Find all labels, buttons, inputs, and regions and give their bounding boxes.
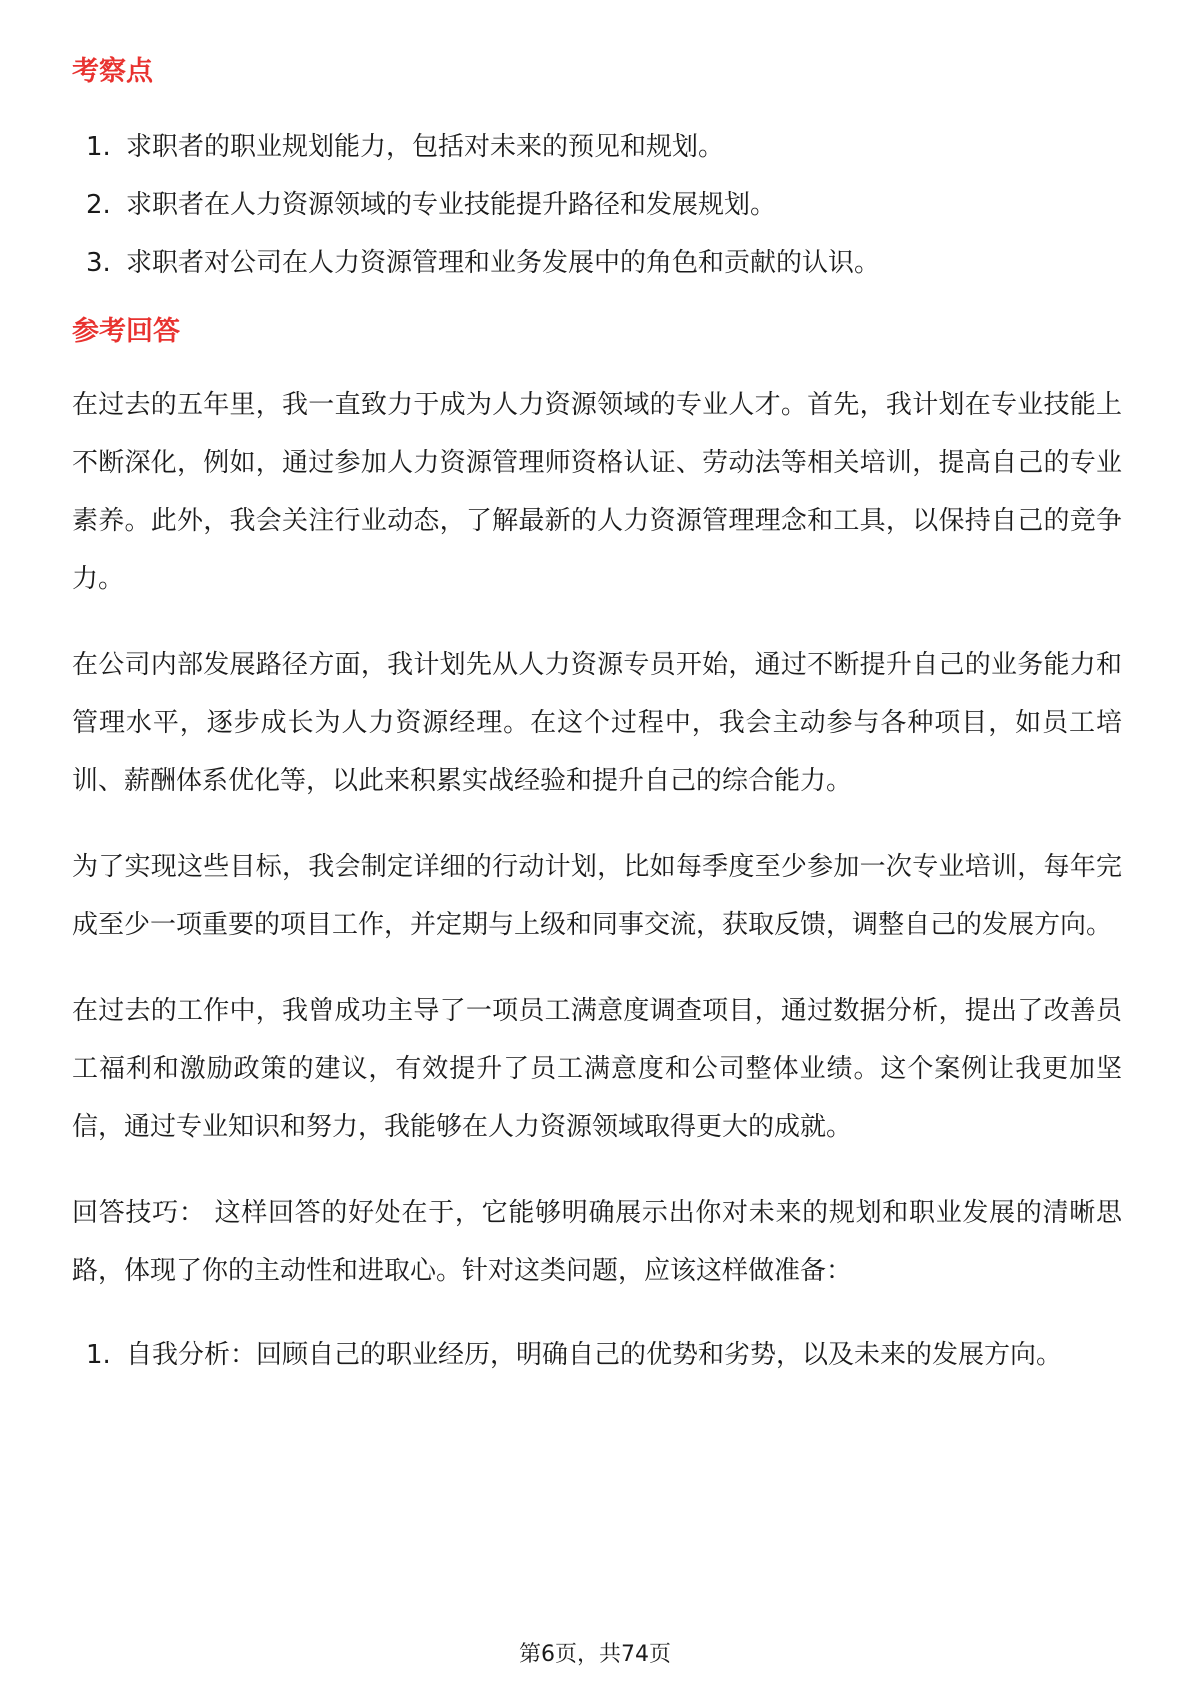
list-item-text: 求职者对公司在人力资源管理和业务发展中的角色和贡献的认识。 bbox=[126, 248, 881, 278]
tips-list bbox=[72, 1326, 1122, 1384]
list-item bbox=[72, 1326, 1122, 1384]
list-item-number: 2. bbox=[86, 190, 111, 220]
page-content bbox=[72, 52, 1122, 1384]
list-item bbox=[72, 234, 1122, 292]
list-item-number: 1. bbox=[86, 1340, 111, 1370]
page-footer: 第6页，共74页 bbox=[519, 1642, 671, 1667]
answer-tip-paragraph: 回答技巧： 这样回答的好处在于，它能够明确展示出你对未来的规划和职业发展的清晰思路，体现了你的主动性和进取心。针对这类问题，应该这样做准备： bbox=[72, 1198, 1122, 1286]
list-item bbox=[72, 118, 1122, 176]
focus-list bbox=[72, 118, 1122, 292]
list-item-text: 求职者的职业规划能力，包括对未来的预见和规划。 bbox=[126, 132, 725, 162]
list-item-number: 1. bbox=[86, 132, 111, 162]
answer-paragraph: 为了实现这些目标，我会制定详细的行动计划，比如每季度至少参加一次专业培训，每年完成至少一项重要的项目工作，并定期与上级和同事交流，获取反馈，调整自己的发展方向。 bbox=[72, 852, 1122, 940]
focus-heading: 考察点 bbox=[72, 56, 153, 87]
answer-heading: 参考回答 bbox=[72, 316, 180, 347]
answer-paragraph: 在过去的五年里，我一直致力于成为人力资源领域的专业人才。首先，我计划在专业技能上不断深化，例如，通过参加人力资源管理师资格认证、劳动法等相关培训，提高自己的专业素养。此外，我会关注行业动态，了解最新的人力资源管理理念和工具，以保持自己的竞争力。 bbox=[72, 390, 1122, 594]
list-item-text: 求职者在人力资源领域的专业技能提升路径和发展规划。 bbox=[126, 190, 777, 220]
list-item-text: 自我分析：回顾自己的职业经历，明确自己的优势和劣势，以及未来的发展方向。 bbox=[126, 1340, 1063, 1370]
list-item bbox=[72, 176, 1122, 234]
list-item-number: 3. bbox=[86, 248, 111, 278]
answer-paragraph: 在公司内部发展路径方面，我计划先从人力资源专员开始，通过不断提升自己的业务能力和管理水平，逐步成长为人力资源经理。在这个过程中，我会主动参与各种项目，如员工培训、薪酬体系优化等，以此来积累实战经验和提升自己的综合能力。 bbox=[72, 650, 1122, 796]
answer-paragraph: 在过去的工作中，我曾成功主导了一项员工满意度调查项目，通过数据分析，提出了改善员工福利和激励政策的建议，有效提升了员工满意度和公司整体业绩。这个案例让我更加坚信，通过专业知识和努力，我能够在人力资源领域取得更大的成就。 bbox=[72, 996, 1122, 1142]
